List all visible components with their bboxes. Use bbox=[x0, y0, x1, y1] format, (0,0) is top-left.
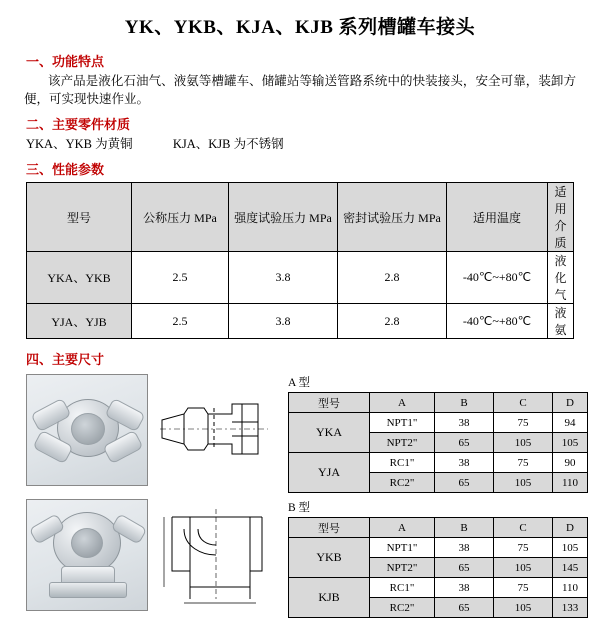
table-row bbox=[27, 252, 574, 304]
perf-r1-c5: 液 氨 bbox=[548, 304, 574, 339]
dim-a-r3-c1: RC2" bbox=[370, 473, 435, 493]
dim-b-r0-c3: 75 bbox=[494, 538, 553, 558]
dim-b-r2-c2: 38 bbox=[435, 578, 494, 598]
dim-b-col-1: A bbox=[370, 518, 435, 538]
dim-b-r3-c3: 105 bbox=[494, 598, 553, 618]
dim-a-r0-c4: 94 bbox=[553, 413, 588, 433]
dim-b-col-3: C bbox=[494, 518, 553, 538]
table-header-row bbox=[289, 393, 588, 413]
dim-b-r1-c3: 105 bbox=[494, 558, 553, 578]
dim-b-col-0: 型号 bbox=[289, 518, 370, 538]
table-row bbox=[289, 538, 588, 558]
dim-b-r0-c4: 105 bbox=[553, 538, 588, 558]
section-heading-features: 一、功能特点 bbox=[26, 54, 105, 69]
perf-r0-c5: 液化气 bbox=[548, 252, 574, 304]
dimension-row-a bbox=[26, 374, 600, 493]
dimension-row-b bbox=[26, 499, 600, 618]
perf-col-4: 适用温度 bbox=[447, 183, 548, 252]
dim-b-r2-c4: 110 bbox=[553, 578, 588, 598]
perf-r1-c3: 2.8 bbox=[338, 304, 447, 339]
dim-a-r3-c4: 110 bbox=[553, 473, 588, 493]
perf-r0-c3: 2.8 bbox=[338, 252, 447, 304]
dim-b-r3-c4: 133 bbox=[553, 598, 588, 618]
dim-b-r3-c2: 65 bbox=[435, 598, 494, 618]
dimension-table-b-wrap bbox=[288, 499, 588, 618]
dim-a-r2-c2: 38 bbox=[435, 453, 494, 473]
page-title: YK、YKB、KJA、KJB 系列槽罐车接头 bbox=[124, 17, 476, 38]
dim-b-r2-c1: RC1" bbox=[370, 578, 435, 598]
dim-b-r2-c3: 75 bbox=[494, 578, 553, 598]
dim-a-model-yja: YJA bbox=[289, 453, 370, 493]
perf-r0-c4: -40℃~+80℃ bbox=[447, 252, 548, 304]
table-row bbox=[289, 578, 588, 598]
dim-a-col-2: B bbox=[435, 393, 494, 413]
dimension-table-a-label: A 型 bbox=[288, 377, 311, 389]
dimension-table-a bbox=[288, 392, 588, 493]
perf-r0-c2: 3.8 bbox=[229, 252, 338, 304]
dim-b-r1-c1: NPT2" bbox=[370, 558, 435, 578]
dim-b-r0-c1: NPT1" bbox=[370, 538, 435, 558]
dim-a-r1-c2: 65 bbox=[435, 433, 494, 453]
perf-r0-c0: YKA、YKB bbox=[27, 252, 132, 304]
performance-table bbox=[26, 182, 574, 339]
dim-a-r1-c1: NPT2" bbox=[370, 433, 435, 453]
dim-b-r0-c2: 38 bbox=[435, 538, 494, 558]
material-line-right: KJA、KJB 为不锈钢 bbox=[172, 137, 284, 151]
dim-a-r2-c1: RC1" bbox=[370, 453, 435, 473]
dim-b-model-kjb: KJB bbox=[289, 578, 370, 618]
dim-b-r1-c2: 65 bbox=[435, 558, 494, 578]
dim-a-r0-c1: NPT1" bbox=[370, 413, 435, 433]
dimensions-area bbox=[0, 374, 600, 618]
perf-r1-c4: -40℃~+80℃ bbox=[447, 304, 548, 339]
dimension-table-b-label: B 型 bbox=[288, 502, 311, 514]
dim-a-r3-c2: 65 bbox=[435, 473, 494, 493]
section-heading-performance: 三、性能参数 bbox=[26, 162, 105, 177]
photo-coupling-a bbox=[26, 374, 148, 486]
perf-r0-c1: 2.5 bbox=[132, 252, 229, 304]
dim-a-r1-c3: 105 bbox=[494, 433, 553, 453]
perf-col-1: 公称压力 MPa bbox=[132, 183, 229, 252]
dimension-table-b bbox=[288, 517, 588, 618]
dim-a-r1-c4: 105 bbox=[553, 433, 588, 453]
dim-a-col-0: 型号 bbox=[289, 393, 370, 413]
perf-col-5: 适用介质 bbox=[548, 183, 574, 252]
perf-col-2: 强度试验压力 MPa bbox=[229, 183, 338, 252]
table-header-row bbox=[27, 183, 574, 252]
table-row bbox=[289, 453, 588, 473]
dim-a-r3-c3: 105 bbox=[494, 473, 553, 493]
dimension-table-a-wrap bbox=[288, 374, 588, 493]
dim-a-model-yka: YKA bbox=[289, 413, 370, 453]
dim-b-r1-c4: 145 bbox=[553, 558, 588, 578]
perf-r1-c2: 3.8 bbox=[229, 304, 338, 339]
perf-r1-c1: 2.5 bbox=[132, 304, 229, 339]
table-header-row bbox=[289, 518, 588, 538]
table-row bbox=[289, 413, 588, 433]
dim-b-r3-c1: RC2" bbox=[370, 598, 435, 618]
perf-col-3: 密封试验压力 MPa bbox=[338, 183, 447, 252]
perf-r1-c0: YJA、YJB bbox=[27, 304, 132, 339]
drawing-a-svg bbox=[154, 374, 274, 484]
dim-b-col-4: D bbox=[553, 518, 588, 538]
dim-a-r2-c4: 90 bbox=[553, 453, 588, 473]
perf-col-0: 型号 bbox=[27, 183, 132, 252]
section-heading-dimensions: 四、主要尺寸 bbox=[26, 352, 105, 367]
features-paragraph: 该产品是液化石油气、液氨等槽罐车、储罐站等输送管路系统中的快装接头，安全可靠，装卸方便，可实现快速作业。 bbox=[24, 74, 576, 106]
dim-a-col-1: A bbox=[370, 393, 435, 413]
dim-b-col-2: B bbox=[435, 518, 494, 538]
dim-a-r0-c2: 38 bbox=[435, 413, 494, 433]
table-row bbox=[27, 304, 574, 339]
drawing-coupling-a bbox=[154, 374, 274, 484]
dim-b-model-ykb: YKB bbox=[289, 538, 370, 578]
material-lines bbox=[26, 135, 576, 153]
section-heading-material: 二、主要零件材质 bbox=[26, 117, 131, 132]
material-line-left: YKA、YKB 为黄铜 bbox=[26, 137, 133, 151]
dim-a-col-3: C bbox=[494, 393, 553, 413]
dim-a-col-4: D bbox=[553, 393, 588, 413]
dim-a-r0-c3: 75 bbox=[494, 413, 553, 433]
dim-a-r2-c3: 75 bbox=[494, 453, 553, 473]
